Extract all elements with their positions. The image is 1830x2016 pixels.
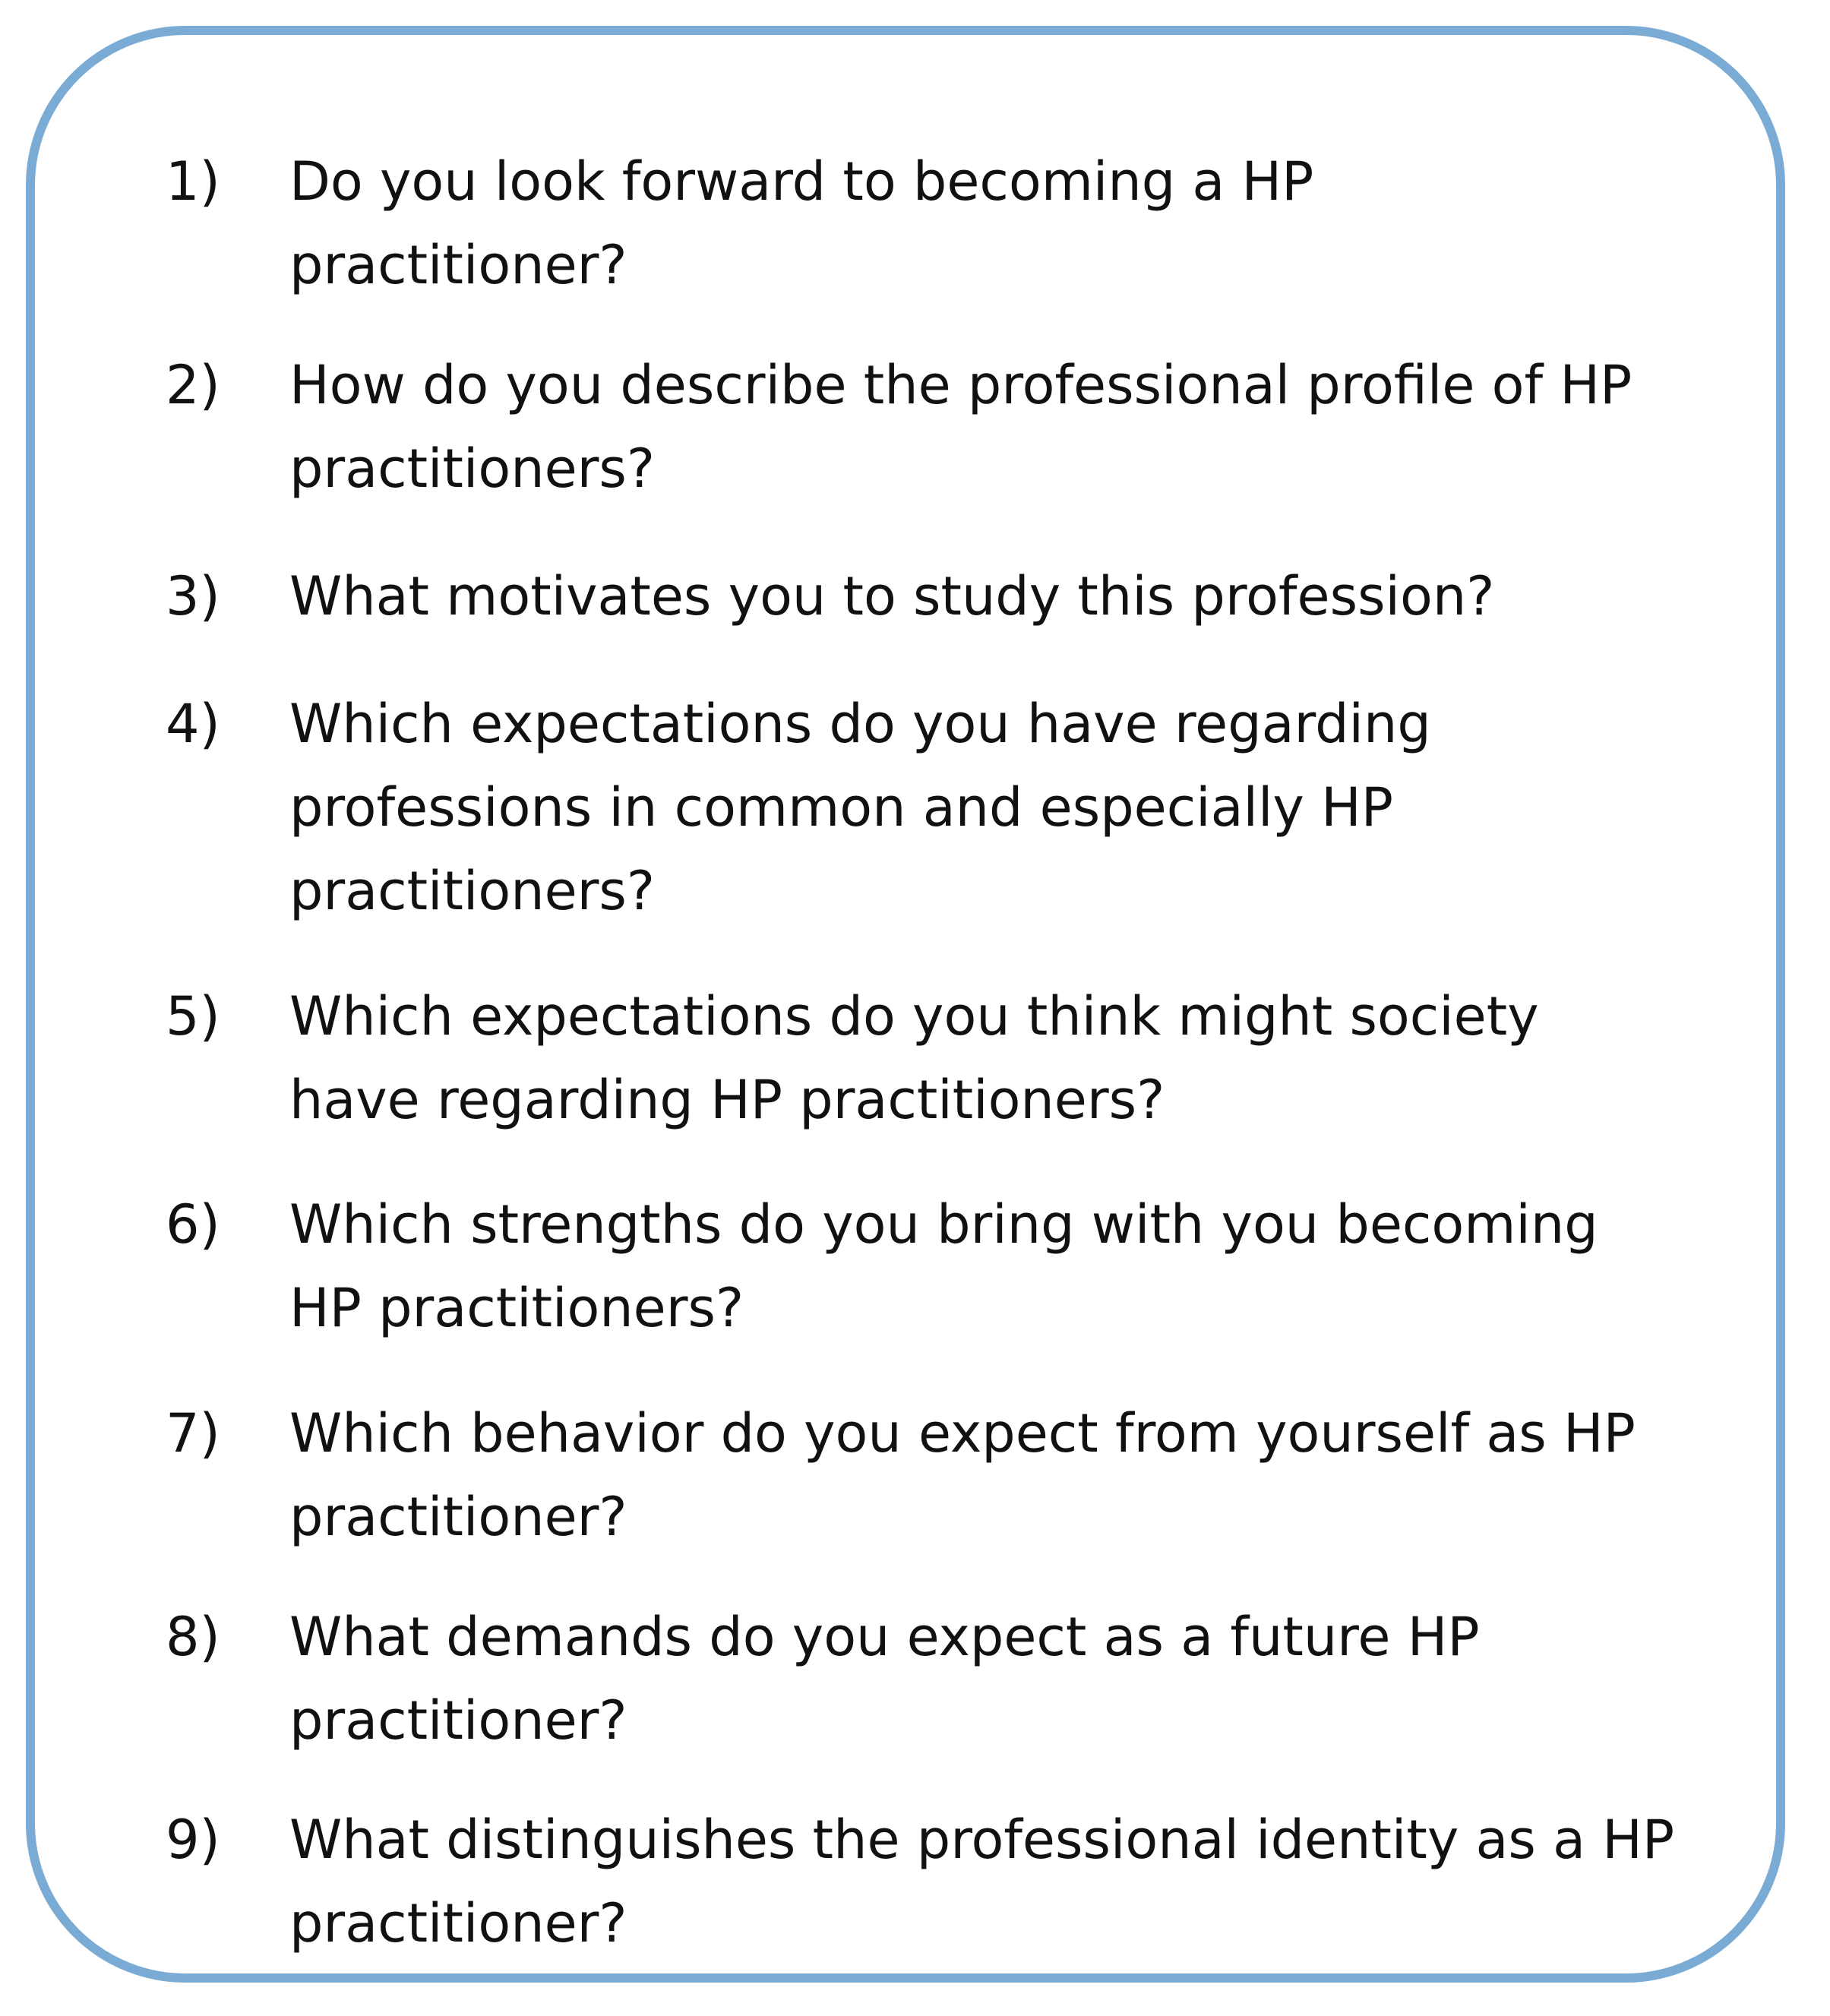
question-number: 4) (166, 693, 220, 755)
question-text (289, 1798, 1725, 1965)
question-line: Which strengths do you bring with you becoming (289, 1193, 1598, 1256)
question-text (289, 975, 1725, 1142)
question-line: practitioner? (289, 234, 627, 296)
question-line: practitioners? (289, 438, 656, 500)
question-line: have regarding HP practitioners? (289, 1069, 1165, 1131)
question-text (289, 682, 1725, 933)
question-number: 7) (166, 1402, 220, 1465)
question-text (289, 140, 1725, 307)
question-line: professions in common and especially HP (289, 776, 1393, 839)
question-line: Do you look forward to becoming a HP (289, 150, 1314, 213)
question-line: HP practitioners? (289, 1277, 744, 1339)
question-text (289, 1595, 1725, 1762)
question-number: 9) (166, 1809, 220, 1871)
question-line: What demands do you expect as a future HP (289, 1606, 1480, 1668)
question-line: Which expectations do you think might society (289, 985, 1539, 1047)
question-number: 2) (166, 354, 220, 416)
question-line: Which behavior do you expect from yourself as HP (289, 1402, 1636, 1465)
question-line: How do you describe the professional profile of HP (289, 354, 1632, 416)
question-line: practitioners? (289, 860, 656, 922)
question-number: 5) (166, 985, 220, 1047)
question-line: What motivates you to study this profession? (289, 565, 1495, 627)
question-number: 1) (166, 150, 220, 213)
question-text (289, 343, 1725, 510)
questions-box (26, 26, 1785, 1983)
question-line: practitioner? (289, 1689, 627, 1752)
question-number: 8) (166, 1606, 220, 1668)
question-line: What distinguishes the professional identity as a HP (289, 1809, 1675, 1871)
question-text (289, 1183, 1725, 1350)
question-number: 3) (166, 565, 220, 627)
question-line: practitioner? (289, 1486, 627, 1548)
question-line: practitioner? (289, 1892, 627, 1954)
question-number: 6) (166, 1193, 220, 1256)
question-text (289, 555, 1725, 638)
question-text (289, 1392, 1725, 1559)
question-line: Which expectations do you have regarding (289, 693, 1431, 755)
